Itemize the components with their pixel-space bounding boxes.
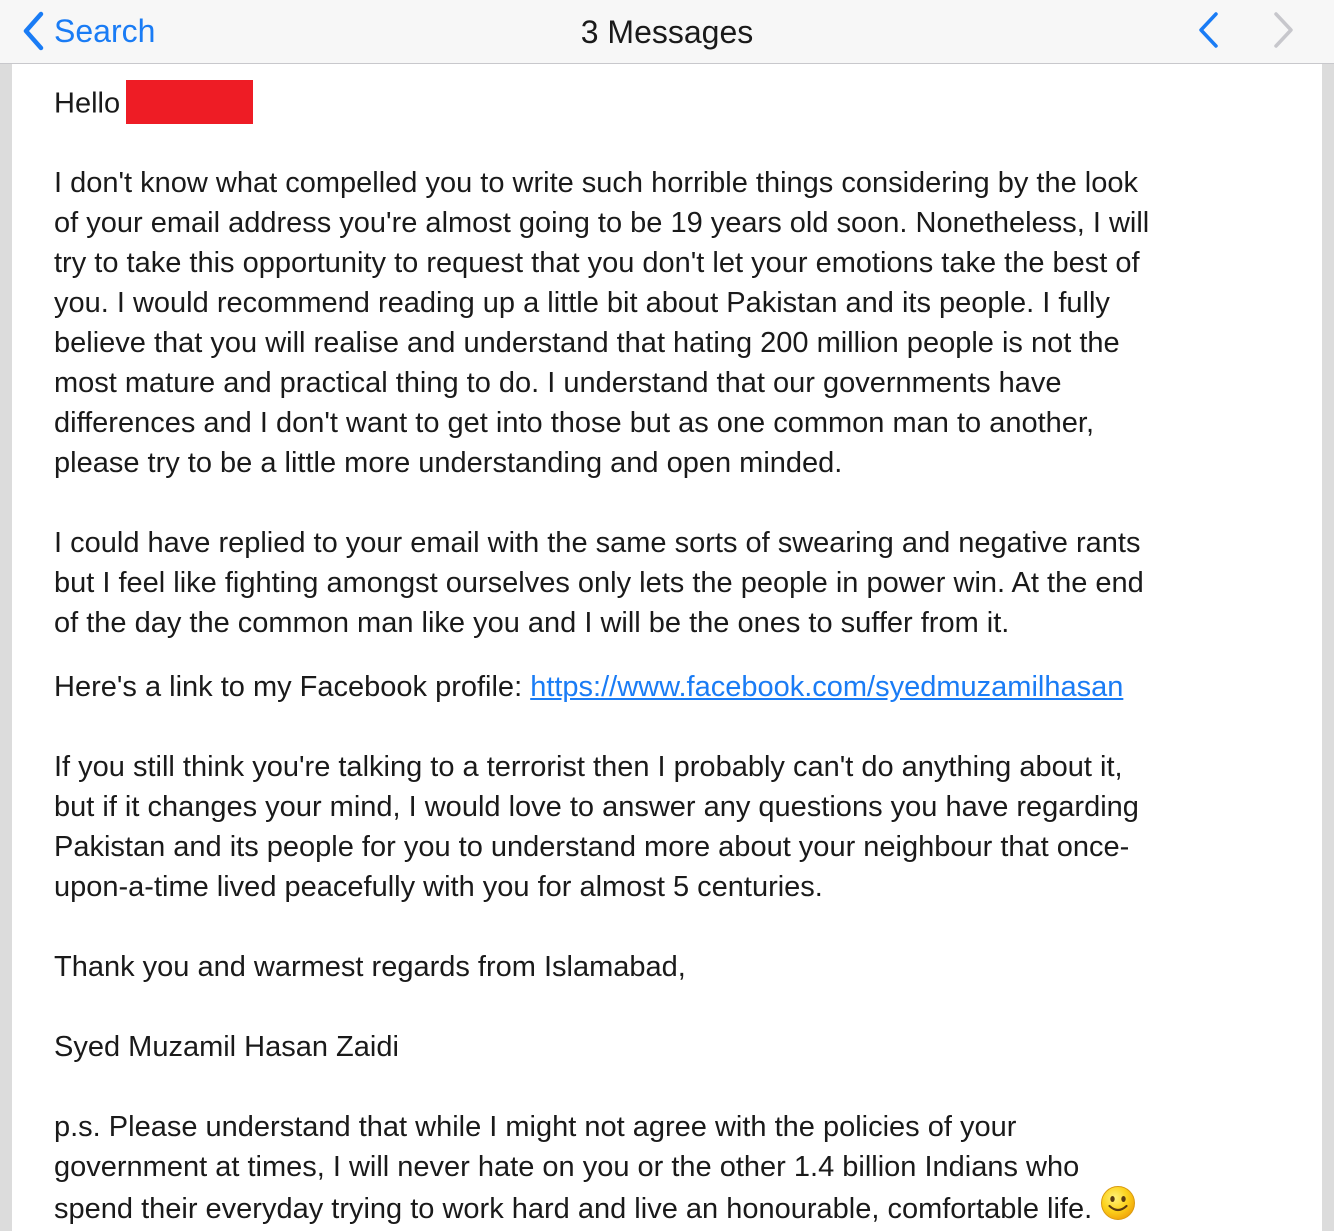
- page-title: 3 Messages: [580, 14, 754, 50]
- paragraph-line: but I feel like fighting amongst ourselves only lets the people in power win. At the end: [54, 567, 1144, 599]
- signature-line: Syed Muzamil Hasan Zaidi: [54, 1031, 399, 1063]
- paragraph-line: most mature and practical thing to do. I understand that our governments have: [54, 367, 1062, 399]
- postscript-line: p.s. Please understand that while I might not agree with the policies of your: [54, 1111, 1017, 1143]
- right-gutter: [1322, 64, 1334, 1231]
- paragraph-line: differences and I don't want to get into those but as one common man to another,: [54, 407, 1095, 439]
- facebook-profile-link[interactable]: https://www.facebook.com/syedmuzamilhasan: [530, 671, 1124, 703]
- paragraph-line: please try to be a little more understanding and open minded.: [54, 447, 843, 479]
- closing-line: Thank you and warmest regards from Islamabad,: [54, 951, 686, 983]
- smiley-icon: [1100, 1185, 1136, 1231]
- back-button-label: Search: [54, 13, 156, 49]
- paragraph-line: If you still think you're talking to a terrorist then I probably can't do anything about it,: [54, 751, 1123, 783]
- chevron-up-icon: [1197, 11, 1219, 54]
- facebook-link-line: [54, 667, 1123, 707]
- left-gutter: [0, 64, 12, 1231]
- link-prefix: Here's a link to my Facebook profile:: [54, 671, 531, 703]
- greeting-text: Hello: [54, 87, 121, 120]
- message-body[interactable]: [12, 64, 1322, 1231]
- paragraph-line: I could have replied to your email with the same sorts of swearing and negative rants: [54, 527, 1141, 559]
- paragraph-line: upon-a-time lived peacefully with you for almost 5 centuries.: [54, 871, 823, 903]
- greeting-line: [54, 83, 253, 127]
- postscript-text: spend their everyday trying to work hard and live an honourable, comfortable life.: [54, 1193, 1093, 1226]
- redaction-block: [126, 80, 253, 124]
- chevron-down-icon: [1273, 11, 1295, 54]
- paragraph-line: try to take this opportunity to request that you don't let your emotions take the best of: [54, 247, 1140, 279]
- paragraph-line: Pakistan and its people for you to understand more about your neighbour that once-: [54, 831, 1130, 863]
- navigation-bar: [0, 0, 1334, 64]
- paragraph-line: you. I would recommend reading up a little bit about Pakistan and its people. I fully: [54, 287, 1110, 319]
- previous-message-button[interactable]: [1190, 12, 1226, 52]
- paragraph-line: believe that you will realise and understand that hating 200 million people is not the: [54, 327, 1120, 359]
- back-button[interactable]: [22, 8, 155, 54]
- postscript-line: government at times, I will never hate on you or the other 1.4 billion Indians who: [54, 1151, 1080, 1183]
- paragraph-line: but if it changes your mind, I would love to answer any questions you have regarding: [54, 791, 1139, 823]
- paragraph-line: I don't know what compelled you to write such horrible things considering by the look: [54, 167, 1138, 199]
- paragraph-line: of the day the common man like you and I will be the ones to suffer from it.: [54, 607, 1010, 639]
- next-message-button[interactable]: [1266, 12, 1302, 52]
- postscript-last-line: [54, 1187, 1136, 1231]
- chevron-left-icon: [22, 11, 44, 51]
- paragraph-line: of your email address you're almost going to be 19 years old soon. Nonetheless, I will: [54, 207, 1150, 239]
